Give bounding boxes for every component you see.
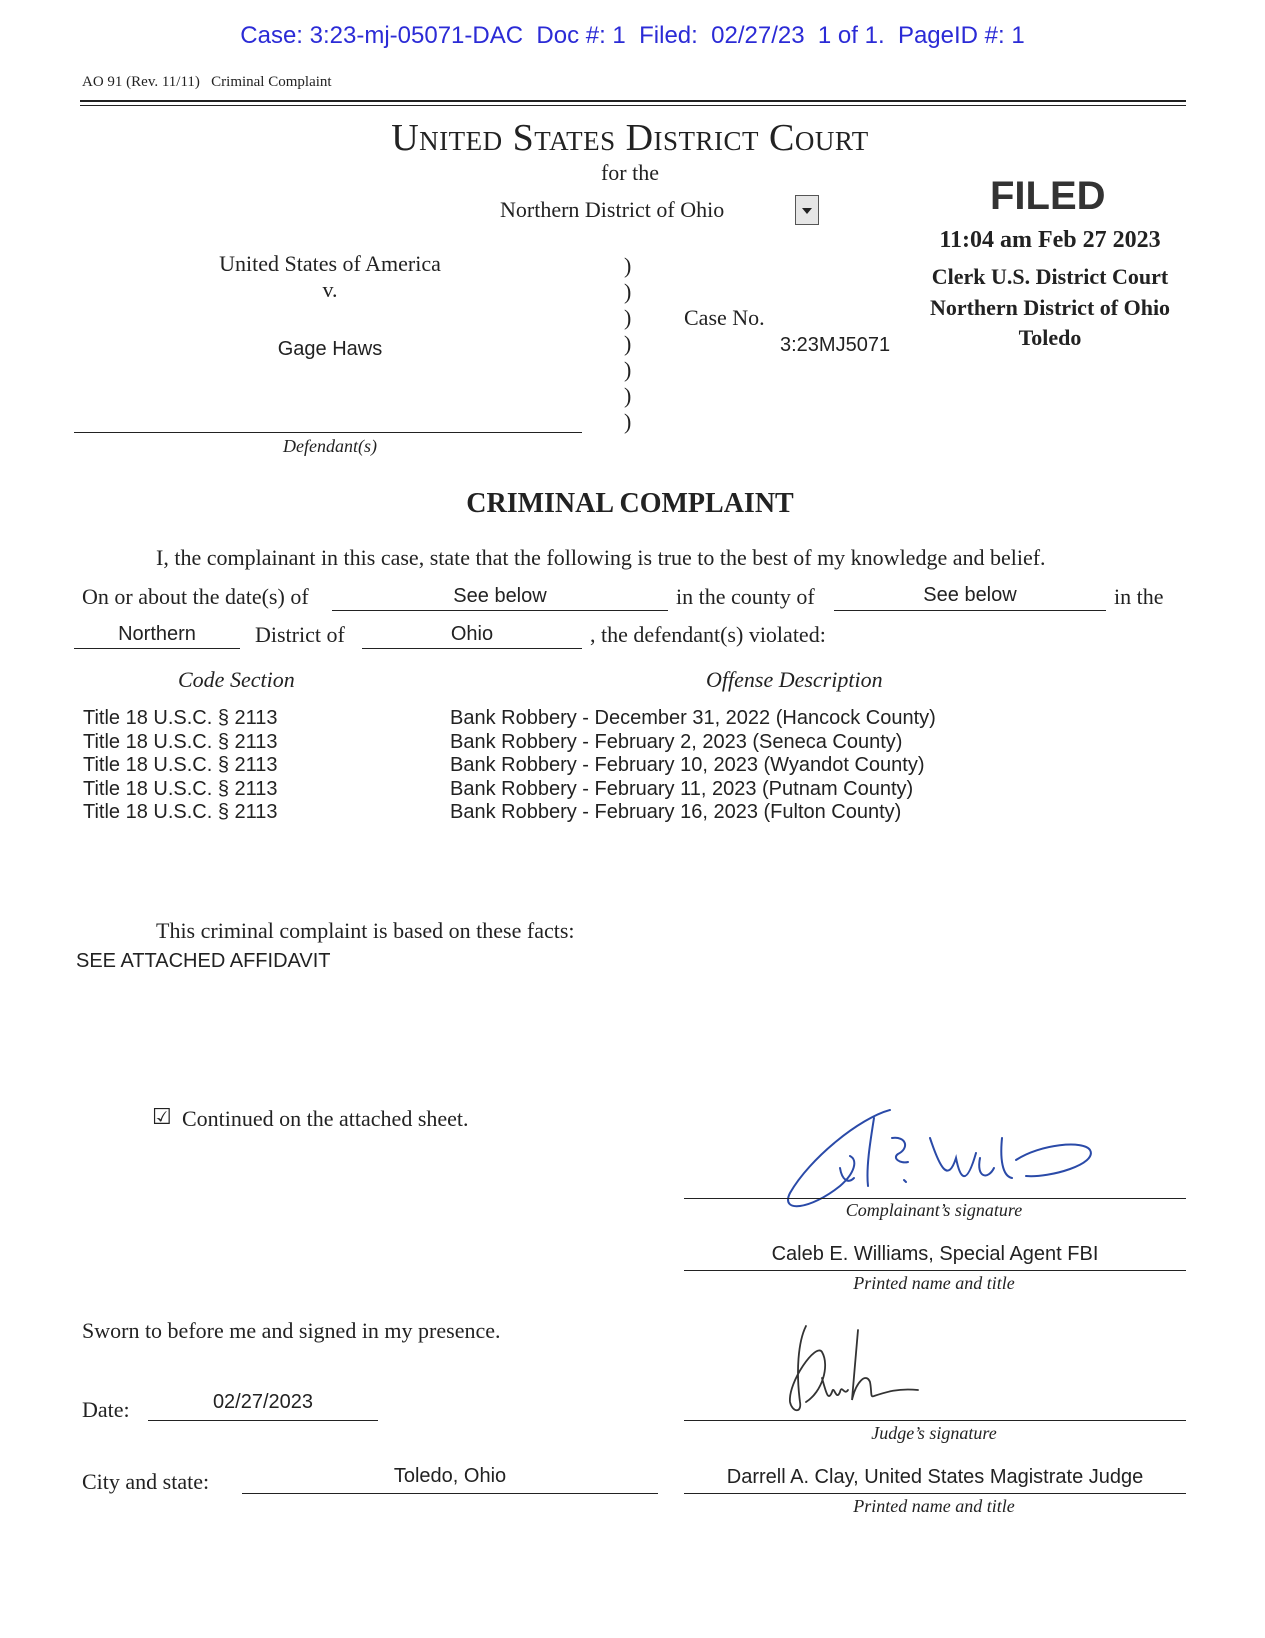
sworn-text: Sworn to before me and signed in my presence. xyxy=(82,1318,501,1343)
offense-code: Title 18 U.S.C. § 2113 xyxy=(83,778,278,800)
caption-paren: ) xyxy=(624,331,632,356)
caption-paren: ) xyxy=(624,305,632,330)
versus: v. xyxy=(322,277,338,302)
complainant-signature-label: Complainant’s signature xyxy=(845,1200,1023,1220)
for-the: for the xyxy=(600,160,660,185)
plaintiff-name: United States of America xyxy=(219,251,441,276)
continued-checkbox[interactable]: ☑ xyxy=(152,1104,172,1129)
city-label: City and state: xyxy=(82,1469,210,1494)
statement-intro: I, the complainant in this case, state that the following is true to the best of my knowledge and belief. xyxy=(156,545,1046,570)
complainant-signature-line xyxy=(684,1198,1186,1199)
district-of-text: District of xyxy=(255,622,345,647)
judge-name-line xyxy=(684,1493,1186,1494)
filed-city: Toledo xyxy=(1018,325,1082,350)
case-no-value: 3:23MJ5071 xyxy=(780,334,891,356)
filed-district: Northern District of Ohio xyxy=(929,295,1171,320)
county-prefix: in the county of xyxy=(676,584,815,609)
header-rule-bottom xyxy=(80,105,1186,106)
form-id: AO 91 (Rev. 11/11) Criminal Complaint xyxy=(82,74,332,90)
city-value-line xyxy=(242,1493,658,1494)
offense-description: Bank Robbery - December 31, 2022 (Hancock County) xyxy=(450,707,936,729)
filed-label: FILED xyxy=(990,174,1106,218)
caption-paren: ) xyxy=(624,279,632,304)
offense-description: Bank Robbery - February 2, 2023 (Seneca County) xyxy=(450,731,903,753)
complainant-name-line xyxy=(684,1270,1186,1271)
offense-description: Bank Robbery - February 11, 2023 (Putnam County) xyxy=(450,778,914,800)
defendant-line xyxy=(74,432,582,433)
caption-paren: ) xyxy=(624,409,632,434)
date-value-line xyxy=(148,1420,378,1421)
filed-clerk: Clerk U.S. District Court xyxy=(931,264,1169,289)
city-value[interactable]: Toledo, Ohio xyxy=(393,1465,507,1487)
defendant-name: Gage Haws xyxy=(277,338,383,360)
continued-label: Continued on the attached sheet. xyxy=(182,1106,469,1131)
county-field-line xyxy=(834,610,1106,611)
in-the-text: in the xyxy=(1114,584,1164,609)
date-prefix: On or about the date(s) of xyxy=(82,584,309,609)
defendant-label: Defendant(s) xyxy=(283,436,377,456)
violated-text: , the defendant(s) violated: xyxy=(590,622,826,647)
complainant-name: Caleb E. Williams, Special Agent FBI xyxy=(771,1243,1099,1265)
offense-code: Title 18 U.S.C. § 2113 xyxy=(83,731,278,753)
date-value[interactable]: 02/27/2023 xyxy=(212,1391,314,1413)
code-section-header: Code Section xyxy=(178,667,295,692)
judge-signature-line xyxy=(684,1420,1186,1421)
offense-description: Bank Robbery - February 10, 2023 (Wyandot County) xyxy=(450,754,925,776)
judge-name: Darrell A. Clay, United States Magistrate Judge xyxy=(726,1466,1144,1488)
doc-title: CRIMINAL COMPLAINT xyxy=(466,488,794,519)
facts-intro: This criminal complaint is based on these facts: xyxy=(156,918,575,943)
judge-signature-label: Judge’s signature xyxy=(871,1423,997,1443)
judge-name-label: Printed name and title xyxy=(853,1496,1015,1516)
filed-time: 11:04 am Feb 27 2023 xyxy=(939,227,1161,253)
offense-code: Title 18 U.S.C. § 2113 xyxy=(83,801,278,823)
caption-paren: ) xyxy=(624,357,632,382)
date-field[interactable]: See below xyxy=(453,585,547,607)
offense-description: Bank Robbery - February 16, 2023 (Fulton County) xyxy=(450,801,902,823)
court-district: Northern District of Ohio xyxy=(500,197,725,222)
district-field-line xyxy=(74,648,240,649)
date-field-line xyxy=(332,610,668,611)
state-field-line xyxy=(362,648,582,649)
district-field[interactable]: Northern xyxy=(118,623,196,645)
facts-value: SEE ATTACHED AFFIDAVIT xyxy=(76,950,331,972)
complainant-name-label: Printed name and title xyxy=(853,1273,1015,1293)
dropdown-arrow-icon xyxy=(796,196,818,224)
caption-paren: ) xyxy=(624,253,632,278)
offense-code: Title 18 U.S.C. § 2113 xyxy=(83,754,278,776)
court-title: United States District Court xyxy=(391,117,869,159)
header-rule-top xyxy=(80,100,1186,102)
offense-code: Title 18 U.S.C. § 2113 xyxy=(83,707,278,729)
case-no-label: Case No. xyxy=(684,305,765,330)
county-field[interactable]: See below xyxy=(923,584,1017,606)
offense-description-header: Offense Description xyxy=(706,667,883,692)
district-dropdown[interactable] xyxy=(795,195,819,225)
caption-paren: ) xyxy=(624,383,632,408)
date-label: Date: xyxy=(82,1397,130,1422)
case-banner: Case: 3:23-mj-05071-DAC Doc #: 1 Filed: 02/27/23 1 of 1. PageID #: 1 xyxy=(240,22,1025,49)
judge-signature-icon xyxy=(786,1322,936,1418)
state-field[interactable]: Ohio xyxy=(450,623,494,645)
